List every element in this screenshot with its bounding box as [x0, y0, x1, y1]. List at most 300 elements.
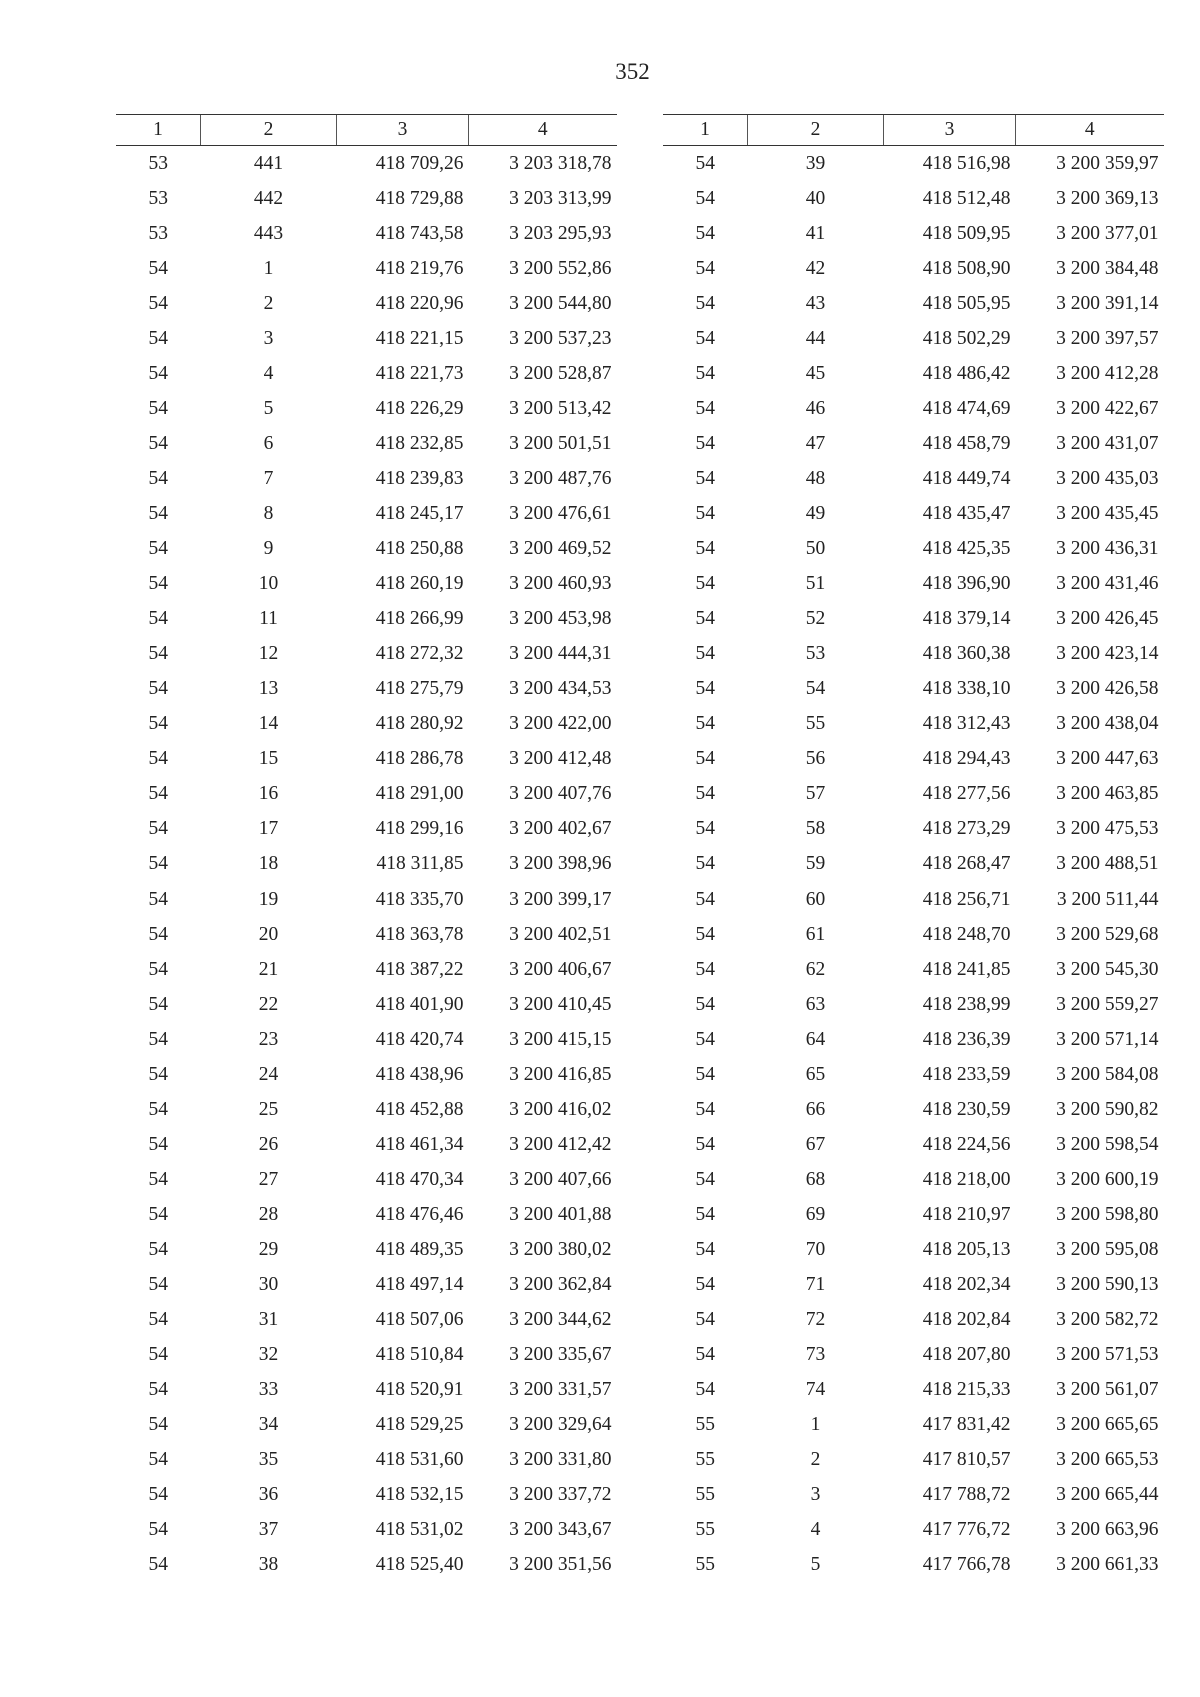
- x-coordinate-cell: 418 239,83: [375, 467, 464, 489]
- x-coordinate-cell: 418 299,16: [375, 818, 464, 840]
- y-coordinate-cell: 3 200 447,63: [1056, 748, 1159, 770]
- y-coordinate-cell: 3 200 435,45: [1056, 502, 1159, 524]
- table-row: [663, 496, 1164, 531]
- x-coordinate-cell: 418 532,15: [375, 1484, 464, 1506]
- point-number-cell: 441: [253, 152, 284, 174]
- x-coordinate-cell: 418 210,97: [922, 1203, 1011, 1225]
- y-coordinate-cell: 3 200 571,14: [1056, 1028, 1159, 1050]
- y-coordinate-cell: 3 200 663,96: [1056, 1519, 1159, 1541]
- x-coordinate-cell: 418 516,98: [922, 152, 1011, 174]
- y-coordinate-cell: 3 200 665,65: [1056, 1414, 1159, 1436]
- x-coordinate-cell: 418 268,47: [922, 853, 1011, 875]
- point-number-cell: 58: [805, 818, 826, 840]
- table-row: [663, 1022, 1164, 1057]
- y-coordinate-cell: 3 200 380,02: [509, 1238, 612, 1260]
- table-row: [663, 1057, 1164, 1092]
- section-number-cell: 54: [695, 923, 715, 945]
- y-coordinate-cell: 3 200 476,61: [509, 502, 612, 524]
- x-coordinate-cell: 418 221,73: [375, 362, 464, 384]
- point-number-cell: 53: [805, 643, 826, 665]
- table-row: [663, 426, 1164, 461]
- table-row: [116, 1478, 617, 1513]
- y-coordinate-cell: 3 200 343,67: [509, 1519, 612, 1541]
- point-number-cell: 15: [258, 748, 279, 770]
- y-coordinate-cell: 3 200 501,51: [509, 432, 612, 454]
- section-number-cell: 54: [148, 327, 168, 349]
- section-number-cell: 54: [148, 643, 168, 665]
- x-coordinate-cell: 418 420,74: [375, 1028, 464, 1050]
- x-coordinate-cell: 418 396,90: [922, 573, 1011, 595]
- table-row: [116, 532, 617, 567]
- x-coordinate-cell: 418 311,85: [376, 853, 464, 875]
- section-number-cell: 54: [148, 1203, 168, 1225]
- table-row: [663, 321, 1164, 356]
- section-number-cell: 54: [148, 502, 168, 524]
- y-coordinate-cell: 3 200 407,66: [509, 1168, 612, 1190]
- section-number-cell: 54: [695, 818, 715, 840]
- section-number-cell: 54: [695, 1028, 715, 1050]
- section-number-cell: 54: [148, 1168, 168, 1190]
- point-number-cell: 65: [805, 1063, 826, 1085]
- section-number-cell: 54: [695, 538, 715, 560]
- section-number-cell: 54: [695, 257, 715, 279]
- table-row: [663, 1232, 1164, 1267]
- point-number-cell: 2: [810, 1449, 821, 1471]
- point-number-cell: 48: [805, 467, 826, 489]
- x-coordinate-cell: 418 529,25: [375, 1414, 464, 1436]
- point-number-cell: 24: [258, 1063, 279, 1085]
- point-number-cell: 39: [805, 152, 826, 174]
- point-number-cell: 19: [258, 888, 279, 910]
- section-number-cell: 54: [148, 1133, 168, 1155]
- section-number-cell: 54: [148, 713, 168, 735]
- y-coordinate-cell: 3 200 475,53: [1056, 818, 1159, 840]
- table-row: [116, 917, 617, 952]
- y-coordinate-cell: 3 200 463,85: [1056, 783, 1159, 805]
- y-coordinate-cell: 3 200 544,80: [509, 292, 612, 314]
- point-number-cell: 46: [805, 397, 826, 419]
- table-row: [663, 532, 1164, 567]
- y-coordinate-cell: 3 200 435,03: [1056, 467, 1159, 489]
- section-number-cell: 54: [148, 1554, 168, 1576]
- x-coordinate-cell: 418 280,92: [375, 713, 464, 735]
- table-row: [663, 391, 1164, 426]
- section-number-cell: 53: [148, 222, 168, 244]
- table-row: [116, 952, 617, 987]
- point-number-cell: 67: [805, 1133, 826, 1155]
- point-number-cell: 34: [258, 1414, 279, 1436]
- y-coordinate-cell: 3 200 369,13: [1056, 187, 1159, 209]
- x-coordinate-cell: 418 256,71: [922, 888, 1011, 910]
- x-coordinate-cell: 418 509,95: [922, 222, 1011, 244]
- section-number-cell: 54: [148, 1449, 168, 1471]
- point-number-cell: 442: [253, 187, 284, 209]
- point-number-cell: 37: [258, 1519, 279, 1541]
- section-number-cell: 53: [148, 152, 168, 174]
- section-number-cell: 54: [695, 573, 715, 595]
- x-coordinate-cell: 418 207,80: [922, 1344, 1011, 1366]
- point-number-cell: 40: [805, 187, 826, 209]
- y-coordinate-cell: 3 200 416,85: [509, 1063, 612, 1085]
- x-coordinate-cell: 418 461,34: [375, 1133, 464, 1155]
- point-number-cell: 6: [263, 432, 274, 454]
- table-row: [116, 1197, 617, 1232]
- y-coordinate-cell: 3 200 331,57: [509, 1379, 612, 1401]
- section-number-cell: 54: [148, 1028, 168, 1050]
- section-number-cell: 54: [695, 1238, 715, 1260]
- y-coordinate-cell: 3 200 399,17: [509, 888, 612, 910]
- table-row: [663, 1548, 1164, 1583]
- table-row: [663, 461, 1164, 496]
- x-coordinate-cell: 418 531,02: [375, 1519, 464, 1541]
- point-number-cell: 36: [258, 1484, 279, 1506]
- table-row: [663, 216, 1164, 251]
- coordinates-table-left: [116, 114, 617, 1583]
- y-coordinate-cell: 3 200 665,53: [1056, 1449, 1159, 1471]
- x-coordinate-cell: 418 202,34: [922, 1274, 1011, 1296]
- point-number-cell: 13: [258, 678, 279, 700]
- y-coordinate-cell: 3 200 431,46: [1056, 573, 1159, 595]
- section-number-cell: 54: [695, 853, 715, 875]
- y-coordinate-cell: 3 200 529,68: [1056, 923, 1159, 945]
- point-number-cell: 7: [263, 467, 274, 489]
- section-number-cell: 54: [695, 1203, 715, 1225]
- point-number-cell: 5: [263, 397, 274, 419]
- y-coordinate-cell: 3 200 410,45: [509, 993, 612, 1015]
- x-coordinate-cell: 418 238,99: [922, 993, 1011, 1015]
- table-row: [116, 286, 617, 321]
- y-coordinate-cell: 3 200 416,02: [509, 1098, 612, 1120]
- section-number-cell: 54: [695, 1168, 715, 1190]
- point-number-cell: 62: [805, 958, 826, 980]
- x-coordinate-cell: 418 425,35: [922, 538, 1011, 560]
- y-coordinate-cell: 3 200 444,31: [509, 643, 612, 665]
- point-number-cell: 28: [258, 1203, 279, 1225]
- section-number-cell: 54: [148, 853, 168, 875]
- section-number-cell: 54: [695, 713, 715, 735]
- x-coordinate-cell: 418 470,34: [375, 1168, 464, 1190]
- point-number-cell: 27: [258, 1168, 279, 1190]
- y-coordinate-cell: 3 200 488,51: [1056, 853, 1159, 875]
- table-row: [663, 882, 1164, 917]
- x-coordinate-cell: 418 502,29: [922, 327, 1011, 349]
- section-number-cell: 54: [148, 1274, 168, 1296]
- x-coordinate-cell: 418 335,70: [375, 888, 464, 910]
- x-coordinate-cell: 417 810,57: [922, 1449, 1011, 1471]
- y-coordinate-cell: 3 200 391,14: [1056, 292, 1159, 314]
- table-row: [116, 426, 617, 461]
- section-number-cell: 54: [695, 152, 715, 174]
- table-row: [663, 1303, 1164, 1338]
- section-number-cell: 54: [695, 1379, 715, 1401]
- y-coordinate-cell: 3 200 584,08: [1056, 1063, 1159, 1085]
- section-number-cell: 54: [148, 397, 168, 419]
- table-row: [116, 777, 617, 812]
- table-row: [663, 146, 1164, 182]
- table-row: [663, 602, 1164, 637]
- point-number-cell: 70: [805, 1238, 826, 1260]
- table-row: [663, 952, 1164, 987]
- section-number-cell: 54: [695, 187, 715, 209]
- section-number-cell: 55: [695, 1484, 715, 1506]
- point-number-cell: 12: [258, 643, 279, 665]
- point-number-cell: 32: [258, 1344, 279, 1366]
- x-coordinate-cell: 418 312,43: [922, 713, 1011, 735]
- x-coordinate-cell: 418 452,88: [375, 1098, 464, 1120]
- column-header: 3: [884, 115, 1016, 146]
- section-number-cell: 54: [695, 397, 715, 419]
- section-number-cell: 54: [148, 432, 168, 454]
- y-coordinate-cell: 3 200 595,08: [1056, 1238, 1159, 1260]
- table-row: [116, 882, 617, 917]
- table-row: [116, 1443, 617, 1478]
- point-number-cell: 49: [805, 502, 826, 524]
- y-coordinate-cell: 3 200 598,80: [1056, 1203, 1159, 1225]
- table-row: [663, 1338, 1164, 1373]
- point-number-cell: 23: [258, 1028, 279, 1050]
- point-number-cell: 30: [258, 1274, 279, 1296]
- table-row: [116, 1513, 617, 1548]
- point-number-cell: 42: [805, 257, 826, 279]
- section-number-cell: 54: [148, 748, 168, 770]
- x-coordinate-cell: 418 272,32: [375, 643, 464, 665]
- x-coordinate-cell: 418 260,19: [375, 573, 464, 595]
- table-row: [663, 777, 1164, 812]
- table-row: [116, 567, 617, 602]
- x-coordinate-cell: 418 215,33: [922, 1379, 1011, 1401]
- point-number-cell: 22: [258, 993, 279, 1015]
- section-number-cell: 54: [148, 678, 168, 700]
- y-coordinate-cell: 3 200 559,27: [1056, 993, 1159, 1015]
- table-row: [116, 356, 617, 391]
- y-coordinate-cell: 3 203 313,99: [509, 187, 612, 209]
- section-number-cell: 54: [148, 573, 168, 595]
- x-coordinate-cell: 418 277,56: [922, 783, 1011, 805]
- x-coordinate-cell: 417 776,72: [922, 1519, 1011, 1541]
- table-row: [663, 181, 1164, 216]
- y-coordinate-cell: 3 200 344,62: [509, 1309, 612, 1331]
- x-coordinate-cell: 418 224,56: [922, 1133, 1011, 1155]
- x-coordinate-cell: 418 743,58: [375, 222, 464, 244]
- x-coordinate-cell: 418 226,29: [375, 397, 464, 419]
- y-coordinate-cell: 3 200 426,58: [1056, 678, 1159, 700]
- table-row: [116, 1162, 617, 1197]
- table-row: [663, 1408, 1164, 1443]
- y-coordinate-cell: 3 200 438,04: [1056, 713, 1159, 735]
- table-header-row: [116, 115, 617, 146]
- section-number-cell: 54: [148, 1344, 168, 1366]
- point-number-cell: 31: [258, 1309, 279, 1331]
- point-number-cell: 5: [810, 1554, 821, 1576]
- x-coordinate-cell: 418 435,47: [922, 502, 1011, 524]
- x-coordinate-cell: 418 474,69: [922, 397, 1011, 419]
- y-coordinate-cell: 3 200 561,07: [1056, 1379, 1159, 1401]
- y-coordinate-cell: 3 200 422,67: [1056, 397, 1159, 419]
- x-coordinate-cell: 418 248,70: [922, 923, 1011, 945]
- y-coordinate-cell: 3 200 384,48: [1056, 257, 1159, 279]
- table-row: [116, 146, 617, 182]
- x-coordinate-cell: 418 202,84: [922, 1309, 1011, 1331]
- y-coordinate-cell: 3 200 335,67: [509, 1344, 612, 1366]
- y-coordinate-cell: 3 200 590,82: [1056, 1098, 1159, 1120]
- x-coordinate-cell: 418 245,17: [375, 502, 464, 524]
- point-number-cell: 72: [805, 1309, 826, 1331]
- table-row: [116, 1408, 617, 1443]
- point-number-cell: 26: [258, 1133, 279, 1155]
- x-coordinate-cell: 418 230,59: [922, 1098, 1011, 1120]
- x-coordinate-cell: 417 831,42: [922, 1414, 1011, 1436]
- point-number-cell: 66: [805, 1098, 826, 1120]
- coordinates-table-right: [663, 114, 1164, 1583]
- section-number-cell: 54: [695, 643, 715, 665]
- x-coordinate-cell: 418 221,15: [375, 327, 464, 349]
- y-coordinate-cell: 3 200 590,13: [1056, 1274, 1159, 1296]
- x-coordinate-cell: 418 241,85: [922, 958, 1011, 980]
- point-number-cell: 50: [805, 538, 826, 560]
- x-coordinate-cell: 418 489,35: [375, 1238, 464, 1260]
- table-row: [116, 672, 617, 707]
- point-number-cell: 4: [810, 1519, 821, 1541]
- table-row: [663, 1197, 1164, 1232]
- y-coordinate-cell: 3 200 422,00: [509, 713, 612, 735]
- section-number-cell: 54: [695, 1274, 715, 1296]
- table-row: [116, 461, 617, 496]
- x-coordinate-cell: 418 709,26: [375, 152, 464, 174]
- table-row: [116, 847, 617, 882]
- point-number-cell: 18: [258, 853, 279, 875]
- table-row: [663, 286, 1164, 321]
- y-coordinate-cell: 3 200 397,57: [1056, 327, 1159, 349]
- y-coordinate-cell: 3 200 406,67: [509, 958, 612, 980]
- point-number-cell: 52: [805, 608, 826, 630]
- x-coordinate-cell: 418 449,74: [922, 467, 1011, 489]
- section-number-cell: 54: [148, 783, 168, 805]
- section-number-cell: 54: [148, 538, 168, 560]
- x-coordinate-cell: 418 458,79: [922, 432, 1011, 454]
- table-row: [663, 356, 1164, 391]
- section-number-cell: 54: [148, 1484, 168, 1506]
- y-coordinate-cell: 3 203 295,93: [509, 222, 612, 244]
- point-number-cell: 63: [805, 993, 826, 1015]
- x-coordinate-cell: 418 476,46: [375, 1203, 464, 1225]
- point-number-cell: 41: [805, 222, 826, 244]
- section-number-cell: 54: [148, 1238, 168, 1260]
- x-coordinate-cell: 418 205,13: [922, 1238, 1011, 1260]
- section-number-cell: 54: [695, 1133, 715, 1155]
- table-row: [116, 216, 617, 251]
- column-header: 1: [663, 115, 748, 146]
- y-coordinate-cell: 3 200 337,72: [509, 1484, 612, 1506]
- section-number-cell: 54: [148, 1098, 168, 1120]
- x-coordinate-cell: 418 520,91: [375, 1379, 464, 1401]
- point-number-cell: 2: [263, 292, 274, 314]
- section-number-cell: 54: [695, 1309, 715, 1331]
- table-row: [663, 1513, 1164, 1548]
- point-number-cell: 68: [805, 1168, 826, 1190]
- y-coordinate-cell: 3 200 571,53: [1056, 1344, 1159, 1366]
- section-number-cell: 55: [695, 1449, 715, 1471]
- point-number-cell: 56: [805, 748, 826, 770]
- table-row: [663, 847, 1164, 882]
- column-header: 2: [201, 115, 337, 146]
- x-coordinate-cell: 418 294,43: [922, 748, 1011, 770]
- y-coordinate-cell: 3 200 402,51: [509, 923, 612, 945]
- point-number-cell: 51: [805, 573, 826, 595]
- point-number-cell: 16: [258, 783, 279, 805]
- y-coordinate-cell: 3 200 513,42: [509, 397, 612, 419]
- table-row: [116, 602, 617, 637]
- section-number-cell: 54: [695, 608, 715, 630]
- table-row: [116, 251, 617, 286]
- y-coordinate-cell: 3 200 351,56: [509, 1554, 612, 1576]
- x-coordinate-cell: 418 291,00: [375, 783, 464, 805]
- y-coordinate-cell: 3 200 453,98: [509, 608, 612, 630]
- section-number-cell: 53: [148, 187, 168, 209]
- y-coordinate-cell: 3 200 359,97: [1056, 152, 1159, 174]
- point-number-cell: 43: [805, 292, 826, 314]
- x-coordinate-cell: 418 531,60: [375, 1449, 464, 1471]
- x-coordinate-cell: 418 236,39: [922, 1028, 1011, 1050]
- section-number-cell: 54: [695, 467, 715, 489]
- section-number-cell: 55: [695, 1414, 715, 1436]
- table-row: [116, 391, 617, 426]
- x-coordinate-cell: 418 338,10: [922, 678, 1011, 700]
- table-row: [116, 1373, 617, 1408]
- point-number-cell: 64: [805, 1028, 826, 1050]
- section-number-cell: 54: [695, 783, 715, 805]
- column-header: 4: [1016, 115, 1164, 146]
- point-number-cell: 25: [258, 1098, 279, 1120]
- table-row: [663, 567, 1164, 602]
- x-coordinate-cell: 418 505,95: [922, 292, 1011, 314]
- table-row: [116, 707, 617, 742]
- x-coordinate-cell: 418 438,96: [375, 1063, 464, 1085]
- x-coordinate-cell: 418 729,88: [375, 187, 464, 209]
- section-number-cell: 54: [695, 1098, 715, 1120]
- column-header: 2: [748, 115, 884, 146]
- x-coordinate-cell: 418 219,76: [375, 257, 464, 279]
- point-number-cell: 61: [805, 923, 826, 945]
- y-coordinate-cell: 3 200 460,93: [509, 573, 612, 595]
- y-coordinate-cell: 3 200 329,64: [509, 1414, 612, 1436]
- point-number-cell: 38: [258, 1554, 279, 1576]
- point-number-cell: 10: [258, 573, 279, 595]
- y-coordinate-cell: 3 200 362,84: [509, 1274, 612, 1296]
- y-coordinate-cell: 3 200 434,53: [509, 678, 612, 700]
- y-coordinate-cell: 3 200 415,15: [509, 1028, 612, 1050]
- point-number-cell: 35: [258, 1449, 279, 1471]
- x-coordinate-cell: 418 525,40: [375, 1554, 464, 1576]
- page-number: 352: [615, 59, 650, 84]
- x-coordinate-cell: 418 232,85: [375, 432, 464, 454]
- point-number-cell: 55: [805, 713, 826, 735]
- y-coordinate-cell: 3 200 412,28: [1056, 362, 1159, 384]
- section-number-cell: 54: [148, 923, 168, 945]
- point-number-cell: 3: [810, 1484, 821, 1506]
- section-number-cell: 54: [695, 888, 715, 910]
- point-number-cell: 21: [258, 958, 279, 980]
- table-row: [116, 1022, 617, 1057]
- x-coordinate-cell: 418 512,48: [922, 187, 1011, 209]
- section-number-cell: 54: [695, 748, 715, 770]
- point-number-cell: 71: [805, 1274, 826, 1296]
- point-number-cell: 29: [258, 1238, 279, 1260]
- point-number-cell: 74: [805, 1379, 826, 1401]
- point-number-cell: 60: [805, 888, 826, 910]
- x-coordinate-cell: 417 766,78: [922, 1554, 1011, 1576]
- section-number-cell: 54: [695, 432, 715, 454]
- x-coordinate-cell: 418 233,59: [922, 1063, 1011, 1085]
